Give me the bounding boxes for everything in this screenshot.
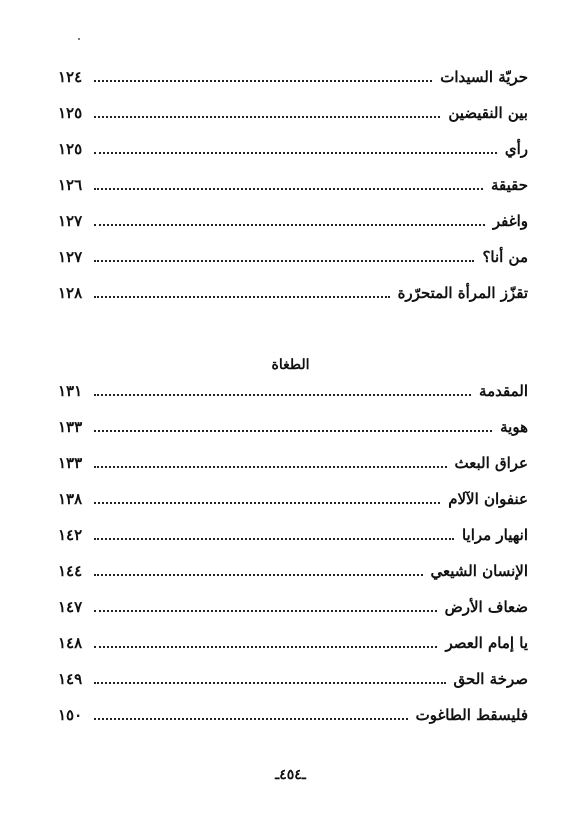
dot-leader xyxy=(94,223,485,226)
toc-entry-title: حقيقة xyxy=(490,176,528,194)
toc-entry-title: صرخة الحق xyxy=(453,670,528,688)
dot-leader xyxy=(94,259,474,262)
page-number: ـ٤٥٤ـ xyxy=(275,767,306,783)
toc-entry-title: المقدمة xyxy=(479,382,528,400)
toc-entry-page: ١٣٨ xyxy=(58,490,83,508)
toc-entry xyxy=(58,212,528,248)
toc-entry xyxy=(58,634,528,670)
toc-entry-title: الإنسان الشيعي xyxy=(430,562,528,580)
toc-entry-title: يا إمام العصر xyxy=(445,634,528,652)
toc-section-1 xyxy=(58,68,528,320)
toc-entry-title: واغفر xyxy=(492,212,528,230)
toc-entry-page: ١٥٠ xyxy=(58,706,83,724)
toc-entry xyxy=(58,490,528,526)
toc-entry-page: ١٢٧ xyxy=(58,212,83,230)
toc-entry xyxy=(58,706,528,742)
dot-leader xyxy=(94,79,432,82)
toc-entry xyxy=(58,382,528,418)
toc-entry xyxy=(58,104,528,140)
toc-entry-page: ١٢٨ xyxy=(58,284,83,302)
toc-entry xyxy=(58,68,528,104)
toc-entry-page: ١٢٧ xyxy=(58,248,83,266)
dot-leader xyxy=(94,537,454,540)
toc-entry-page: ١٤٢ xyxy=(58,526,83,544)
dot-leader xyxy=(94,187,483,190)
toc-entry xyxy=(58,418,528,454)
toc-entry-title: حريّة السيدات xyxy=(440,68,528,86)
toc-entry-title: عراق البعث xyxy=(454,454,528,472)
toc-entry-page: ١٣١ xyxy=(58,382,83,400)
dot-leader xyxy=(94,429,492,432)
dot-leader xyxy=(94,393,471,396)
toc-entry-page: ١٤٧ xyxy=(58,598,83,616)
toc-entry xyxy=(58,562,528,598)
toc-entry-title: هوية xyxy=(500,418,528,436)
dot-leader xyxy=(94,465,447,468)
toc-entry-page: ١٢٥ xyxy=(58,140,83,158)
toc-entry-page: ١٤٩ xyxy=(58,670,83,688)
toc-entry-page: ١٤٤ xyxy=(58,562,83,580)
toc-entry-title: عنفوان الآلام xyxy=(448,490,528,508)
toc-entry xyxy=(58,248,528,284)
dot-leader xyxy=(94,573,423,576)
toc-entry-title: ضعاف الأرض xyxy=(444,598,528,616)
toc-section-2 xyxy=(58,382,528,742)
dot-leader xyxy=(94,115,440,118)
toc-entry-page: ١٢٦ xyxy=(58,176,83,194)
toc-entry-page: ١٢٤ xyxy=(58,68,83,86)
toc-entry-title: رأي xyxy=(504,140,528,158)
dot-leader xyxy=(94,645,437,648)
dot-leader xyxy=(94,681,446,684)
toc-entry xyxy=(58,140,528,176)
dot-leader xyxy=(94,295,390,298)
toc-entry-title: فليسقط الطاغوت xyxy=(415,706,528,724)
toc-entry-title: من أنا؟ xyxy=(482,248,528,266)
toc-entry-title: بين النقيضين xyxy=(448,104,528,122)
toc-entry xyxy=(58,526,528,562)
toc-entry xyxy=(58,176,528,212)
toc-entry-page: ١٣٣ xyxy=(58,454,83,472)
toc-entry-title: انهيار مرايا xyxy=(461,526,528,544)
toc-entry xyxy=(58,284,528,320)
toc-entry xyxy=(58,670,528,706)
dot-leader xyxy=(94,151,497,154)
section-heading: الطغاة xyxy=(271,357,310,373)
toc-entry xyxy=(58,454,528,490)
dot-leader xyxy=(94,717,408,720)
dot-leader xyxy=(94,609,437,612)
toc-entry-page: ١٢٥ xyxy=(58,104,83,122)
toc-entry-page: ١٣٣ xyxy=(58,418,83,436)
dot-leader xyxy=(94,501,440,504)
toc-entry xyxy=(58,598,528,634)
toc-entry-page: ١٤٨ xyxy=(58,634,83,652)
scan-speck xyxy=(78,38,80,40)
toc-entry-title: تقزّز المرأة المتحرّرة xyxy=(397,284,528,302)
